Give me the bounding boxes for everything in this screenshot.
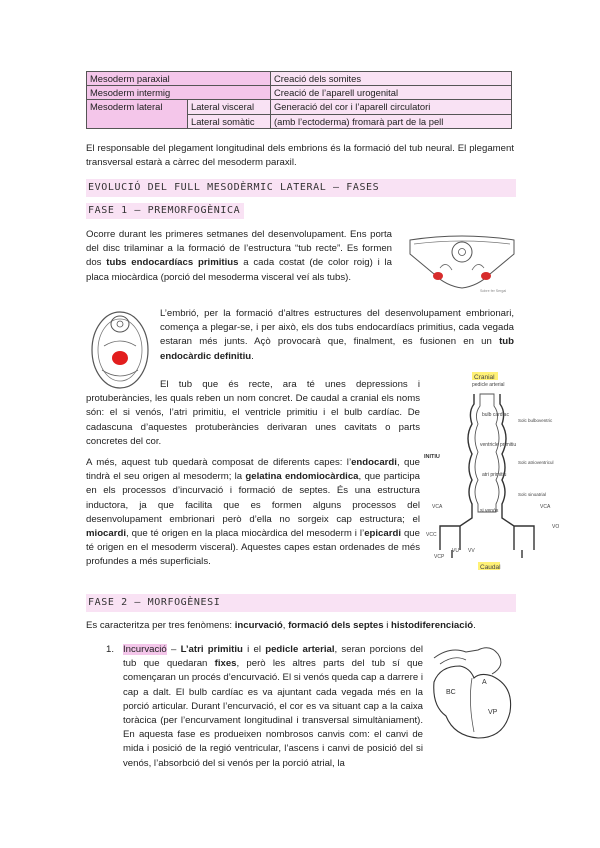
vca-left-label: VCA: [432, 504, 443, 510]
list-item: Incurvació – L’atri primitiu i el pedicle arterial, seran porcions del tub que quedaran fixes, però les altres parts del tub sí que començaran un procés d’encurvació. El si venós queda cap a darrere i cap a dalt. El bulb cardíac es va ajuntant cada vegada més en la porció articular. Durant l’encurvació, el cor es va situant cap a la caixa toràcica (per l’encurvament longitudinal i transversal simultàniament). En aquesta fase es produeixen nombrosos canvis com: el canvi de mida i posició de la regió ventricular, l’ascens i canvi de posició del si venós, l’absorbció del si venós per la porció atrial, la: [123, 644, 423, 769]
embryo-section-figure: [406, 228, 518, 296]
ventricle-label: ventricle primitiu: [480, 442, 517, 448]
phase-heading: FASE 2 – MORFOGÈNESI: [86, 594, 516, 612]
vca-right-label: VCA: [540, 504, 551, 510]
bc-label: BC: [446, 689, 456, 696]
list-number: 1.: [106, 644, 115, 655]
table-cell: Lateral somàtic: [188, 114, 271, 128]
protuberances-paragraph: El tub que és recte, ara té unes depressions i protuberàncies, les quals reben un nom concret. De caudal a cranial els noms són: el si venós, l’atri primitiu, el ventricle primitiu i el bulb cardíac. De cadascuna d’aquestes protuberàncies derivaran unes cavitats o parts concretes del cor.: [86, 379, 420, 447]
mesoderm-table: [86, 71, 512, 129]
table-cell: Mesoderm paraxial: [87, 72, 271, 86]
phase1-fusion-paragraph: L’embrió, per la formació d’altres estructures del desenvolupament embrionari, comença a plegar-se, i per això, els dos tubs endocardíacs primitius, cada vegada estaran més junts. Açò provocarà que, finalment, es fusionen en un tub endocàrdic definitiu.: [160, 308, 514, 362]
phase1-paragraph: Ocorre durant les primeres setmanes del desenvolupament. Ens porta del disc trilaminar a la formació de l’estructura “tub recte”. Es formen dos tubs endocardíacs primitius a cada costat (de color roig) i la placa miocàrdica (porció del mesoderma visceral veí als tubs).: [86, 229, 392, 283]
phase2-intro: Es caracteritza per tres fenòmens: incurvació, formació dels septes i histodiferenciació.: [86, 620, 476, 631]
solc-sino-label: Solc sinoatrial: [518, 492, 547, 497]
intro-paragraph: El responsable del plegament longitudinal dels embrions és la formació del tub neural. El plegament transversal estarà a càrrec del mesoderm paraxil.: [86, 143, 514, 169]
vp-label: VP: [488, 709, 498, 716]
table-cell: Generació del cor i l’aparell circulatori: [271, 100, 512, 114]
curved-heart-figure: [420, 642, 520, 742]
bulb-label: bulb cardiac: [482, 412, 509, 418]
section-heading: EVOLUCIÓ DEL FULL MESODÈRMIC LATERAL – FASES: [86, 179, 516, 197]
initiu-label: INITIU: [424, 454, 440, 460]
vcc-label: VCC: [426, 532, 437, 538]
pedicle-label: pedicle arterial: [472, 382, 505, 388]
solc-bulbo-label: Solc bulboventric: [518, 418, 553, 423]
vv-label: VV: [468, 548, 475, 554]
cranial-label: Cranial: [474, 374, 495, 381]
vo-label: VO: [552, 524, 560, 530]
caudal-label: Caudal: [480, 564, 501, 571]
si-label: si venós: [480, 508, 499, 514]
table-cell: Mesoderm lateral: [87, 100, 188, 128]
table-cell: Mesoderm intermig: [87, 86, 271, 100]
table-cell: Lateral visceral: [188, 100, 271, 114]
vu-label: VU: [452, 548, 459, 554]
table-cell: Creació de l’aparell urogenital: [271, 86, 512, 100]
a-label: A: [482, 679, 487, 686]
layers-paragraph: A més, aquest tub quedarà composat de diferents capes: l’endocardi, que tindrà el seu origen al mesoderm; la gelatina endomiocàrdica, que participa en els processos d’incurvació i formació de septes. És una estructura inductora, ja que facilita que es formen alguns processos del desenvolupament embrionari però d’ella no sorgeix cap estructura; el miocardi, que té origen en la placa miocàrdica del mesoderm i l’epicardi que té origen en el mesoderm visceral). Aquestes capes estan ordenades de més profundes a més superficials.: [86, 457, 421, 568]
table-cell: Creació dels somites: [271, 72, 512, 86]
figure-caption: Sobre fer Sergal: [480, 289, 507, 293]
vcp-label: VCP: [434, 554, 445, 560]
atri-label: atri primitiu: [482, 472, 507, 478]
table-cell: (amb l’ectoderma) fromarà part de la pell: [271, 114, 512, 128]
solc-atrio-label: Solc atrioventricul: [518, 460, 554, 465]
phase-heading: FASE 1 – PREMORFOGÈNICA: [86, 203, 244, 219]
heart-tube-figure: [422, 372, 574, 582]
